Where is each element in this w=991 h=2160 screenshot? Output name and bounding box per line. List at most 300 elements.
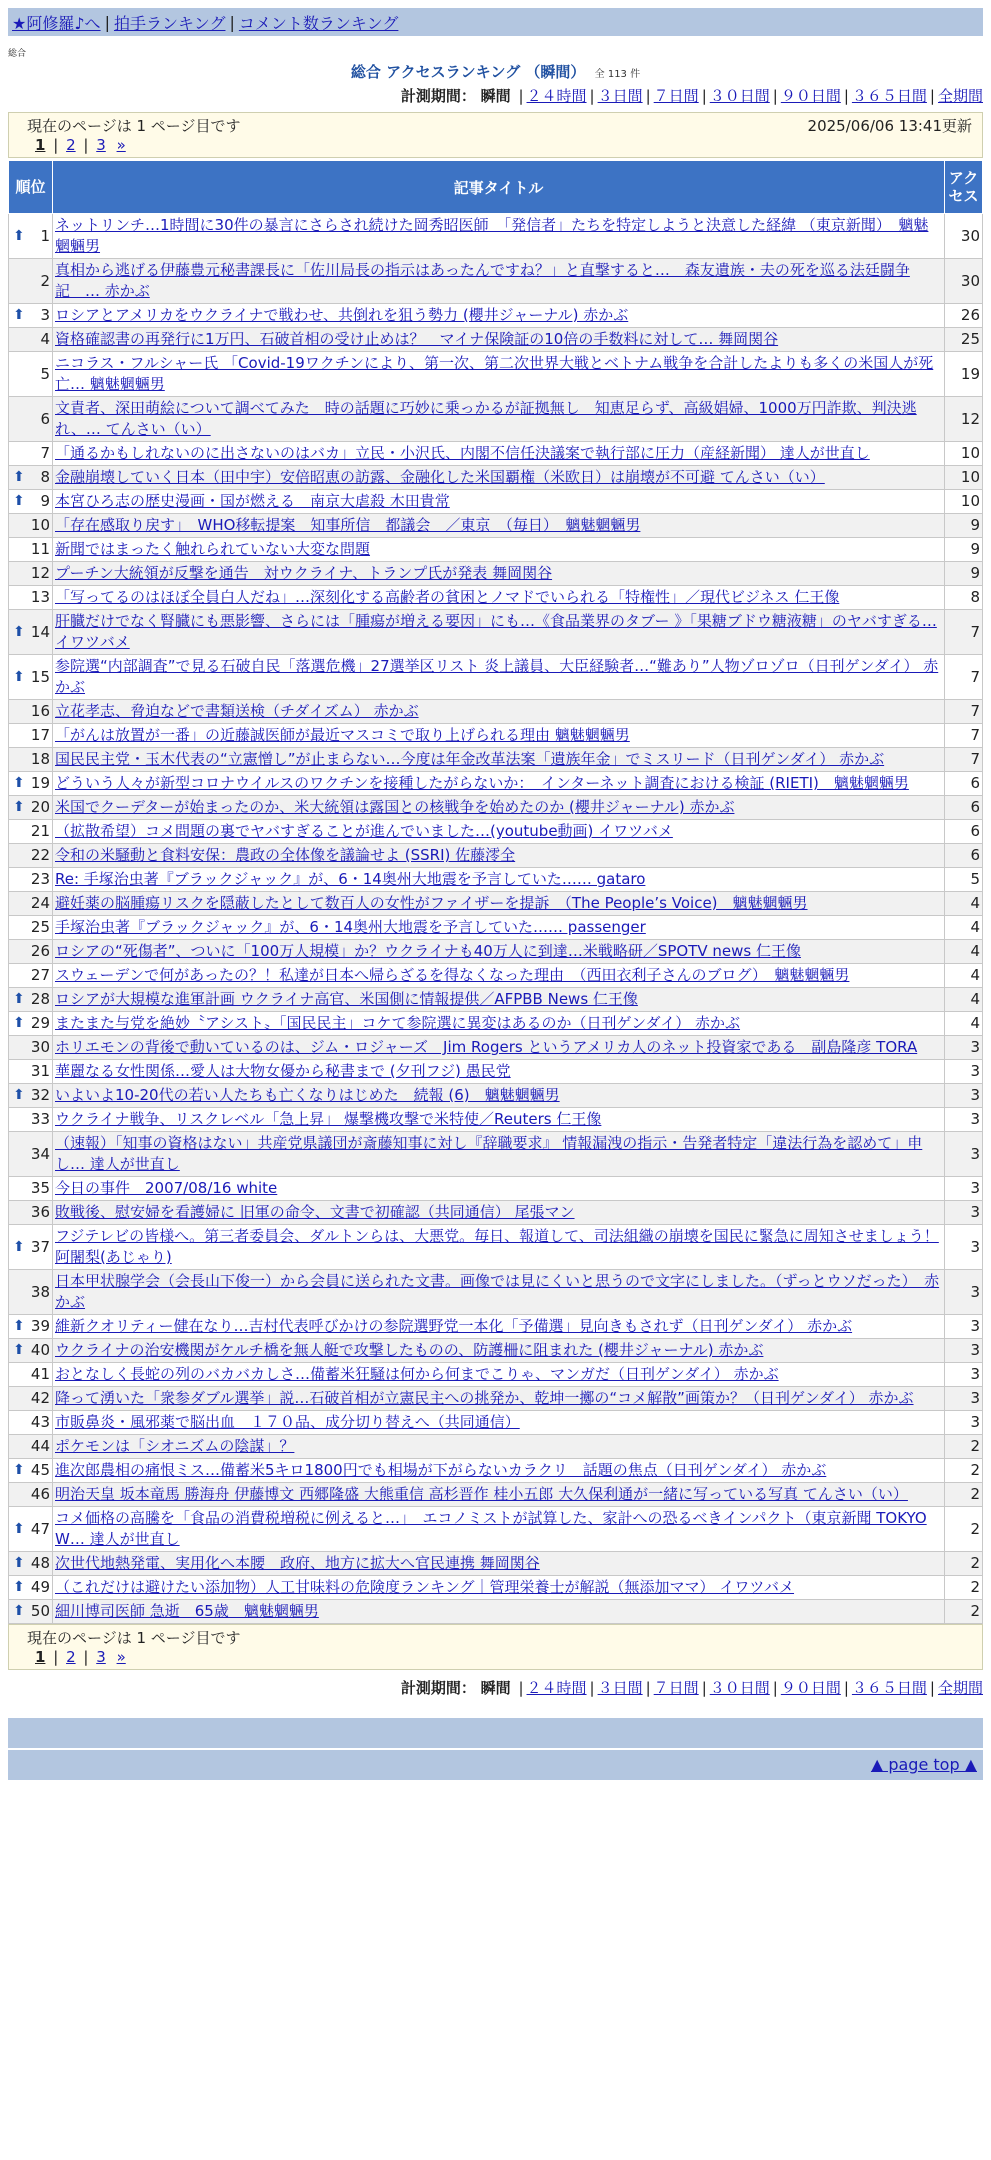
title-cell	[53, 1363, 945, 1387]
rank-cell	[9, 1411, 53, 1435]
rank-up-arrow-icon: ⬆	[13, 1579, 25, 1595]
period-link[interactable]: ２４時間	[526, 1679, 587, 1697]
rank-up-arrow-icon: ⬆	[13, 307, 25, 323]
article-link[interactable]: 進次郎農相の痛恨ミス…備蓄米5キロ1800円でも相場が下がらないカラクリ 話題の焦点（日刊ゲンダイ） 赤かぶ	[55, 1461, 827, 1479]
article-link[interactable]: 参院選“内部調査”で見る石破自民「落選危機」27選挙区リスト 炎上議員、大臣経験者…“難あり”人物ゾロゾロ（日刊ゲンダイ） 赤かぶ	[55, 657, 939, 696]
article-link[interactable]: またまた与党を絶妙〝アシスト〟「国民民主」コケて参院選に異変はあるのか（日刊ゲンダイ） 赤かぶ	[55, 1014, 741, 1032]
title-cell	[53, 1600, 945, 1624]
table-row	[9, 586, 983, 610]
period-separator: |	[589, 1679, 595, 1697]
rank-cell	[9, 1600, 53, 1624]
title-cell	[53, 724, 945, 748]
title-cell	[53, 940, 945, 964]
rank-number: 32	[30, 1086, 50, 1104]
ranking-title-text: 総合 アクセスランキング （瞬間）	[350, 63, 586, 81]
title-cell	[53, 988, 945, 1012]
page-current: 1	[35, 136, 46, 154]
rank-cell	[9, 442, 53, 466]
title-cell	[53, 442, 945, 466]
category-tag: 総合	[8, 49, 27, 59]
table-row	[9, 772, 983, 796]
rank-cell	[9, 514, 53, 538]
access-count: 10	[945, 442, 983, 466]
table-row	[9, 655, 983, 700]
title-cell	[53, 1315, 945, 1339]
period-link[interactable]: ３６５日間	[851, 87, 927, 105]
access-count: 4	[945, 940, 983, 964]
article-link[interactable]: スウェーデンで何があったの？！私達が日本へ帰らざるを得なくなった理由 （西田衣利子さんのブログ） 魑魅魍魎男	[55, 966, 850, 984]
period-link[interactable]: ３６５日間	[851, 1679, 927, 1697]
rank-number: 2	[40, 271, 50, 290]
rank-cell	[9, 1084, 53, 1108]
rank-number: 25	[30, 918, 50, 936]
access-count: 2	[945, 1459, 983, 1483]
article-link[interactable]: ロシアとアメリカをウクライナで戦わせ、共倒れを狙う勢力 (櫻井ジャーナル) 赤かぶ	[55, 306, 629, 324]
rank-cell	[9, 1483, 53, 1507]
rank-up-arrow-icon: ⬆	[13, 1603, 25, 1619]
title-cell	[53, 892, 945, 916]
access-count: 3	[945, 1036, 983, 1060]
title-cell	[53, 514, 945, 538]
title-cell	[53, 1132, 945, 1177]
rank-number: 15	[30, 667, 50, 686]
title-cell	[53, 1507, 945, 1552]
access-count: 3	[945, 1411, 983, 1435]
access-count: 2	[945, 1576, 983, 1600]
table-row	[9, 1060, 983, 1084]
access-count: 6	[945, 844, 983, 868]
article-link[interactable]: ネットリンチ…1時間に30件の暴言にさらされ続けた岡秀昭医師 「発信者」たちを特定しようと決意した経緯 （東京新聞） 魑魅魍魎男	[55, 216, 929, 255]
comment-ranking-link[interactable]: コメント数ランキング	[238, 13, 399, 33]
access-count: 4	[945, 916, 983, 940]
article-link[interactable]: ホリエモンの背後で動いているのは、ジム・ロジャーズ Jim Rogers というアメリカ人のネット投資家である 副島隆彦 TORA	[55, 1038, 918, 1056]
rank-number: 49	[30, 1578, 50, 1596]
rank-number: 47	[30, 1519, 50, 1538]
table-row	[9, 1411, 983, 1435]
period-link[interactable]: ９０日間	[780, 1679, 841, 1697]
rank-cell	[9, 868, 53, 892]
rank-number: 43	[30, 1413, 50, 1431]
rank-cell	[9, 1270, 53, 1315]
period-separator: |	[645, 1679, 651, 1697]
title-cell	[53, 1435, 945, 1459]
article-link[interactable]: （これだけは避けたい添加物）人工甘味料の危険度ランキング｜管理栄養士が解説（無添加ママ） イワツバメ	[55, 1578, 795, 1596]
ranking-title	[0, 60, 991, 84]
article-link[interactable]: 明治天皇 坂本竜馬 勝海舟 伊藤博文 西郷隆盛 大熊重信 高杉晋作 桂小五郎 大久保利通が一緒に写っている写真 てんさい（い）	[55, 1485, 908, 1503]
rank-cell	[9, 214, 53, 259]
table-row	[9, 352, 983, 397]
period-separator: |	[772, 87, 778, 105]
rank-number: 19	[30, 774, 50, 792]
rank-cell	[9, 748, 53, 772]
rank-number: 34	[30, 1144, 50, 1163]
period-link[interactable]: ７日間	[653, 87, 699, 105]
article-link[interactable]: ウクライナの治安機関がケルチ橋を無人艇で攻撃したものの、防護柵に阻まれた (櫻井ジャーナル) 赤かぶ	[55, 1341, 764, 1359]
table-row	[9, 259, 983, 304]
title-cell	[53, 562, 945, 586]
article-link[interactable]: 市販鼻炎・風邪薬で脳出血 １７０品、成分切り替えへ（共同通信）	[55, 1413, 520, 1431]
table-row	[9, 1270, 983, 1315]
rank-number: 13	[30, 588, 50, 606]
access-count: 9	[945, 538, 983, 562]
article-link[interactable]: コメ価格の高騰を「食品の消費税増税に例えると…」 エコノミストが試算した、家計への恐るべきインパクト（東京新聞 TOKYO W… 達人が世直し	[55, 1509, 927, 1548]
page-link-3[interactable]: 3	[96, 1648, 106, 1666]
rank-cell	[9, 1108, 53, 1132]
header-rank: 順位	[9, 161, 53, 214]
rank-cell	[9, 328, 53, 352]
rank-cell	[9, 538, 53, 562]
access-count: 3	[945, 1339, 983, 1363]
table-row	[9, 1435, 983, 1459]
table-row	[9, 1201, 983, 1225]
nav-separator: |	[104, 12, 110, 32]
rank-number: 46	[30, 1485, 50, 1503]
access-count: 9	[945, 514, 983, 538]
title-cell	[53, 868, 945, 892]
article-link[interactable]: 肝臓だけでなく腎臓にも悪影響、さらには「腫瘍が増える要因」にも…《食品業界のタブー 》「果糖ブドウ糖液糖」のヤバすぎる… イワツバメ	[55, 612, 937, 651]
rank-cell	[9, 1576, 53, 1600]
pager-bottom	[8, 1624, 983, 1670]
rank-cell	[9, 892, 53, 916]
rank-number: 14	[30, 622, 50, 641]
rank-cell	[9, 964, 53, 988]
article-link[interactable]: 本宮ひろ志の歴史漫画・国が燃える 南京大虐殺 木田貴常	[55, 492, 450, 510]
article-link[interactable]: ポケモンは「シオニズムの陰謀」？	[55, 1437, 295, 1455]
page-links-bottom: 1 | 2 | 3 »	[35, 1648, 126, 1666]
access-count: 2	[945, 1435, 983, 1459]
period-link[interactable]: 全期間	[937, 1679, 983, 1697]
period-link[interactable]: ９０日間	[780, 87, 841, 105]
table-row	[9, 397, 983, 442]
access-count: 3	[945, 1363, 983, 1387]
access-count: 25	[945, 328, 983, 352]
article-link[interactable]: 真相から逃げる伊藤豊元秘書課長に「佐川局長の指示はあったんですね？」と直撃すると… 森友遺族・夫の死を巡る法廷闘争記 … 赤かぶ	[55, 261, 910, 300]
table-row	[9, 562, 983, 586]
table-row	[9, 892, 983, 916]
page-next-link[interactable]: »	[116, 136, 126, 154]
rank-number: 50	[30, 1602, 50, 1620]
period-separator: |	[929, 87, 935, 105]
rank-number: 35	[30, 1179, 50, 1197]
top-nav-bar	[8, 8, 983, 36]
rank-up-arrow-icon: ⬆	[13, 493, 25, 509]
period-separator: |	[929, 1679, 935, 1697]
period-selector-top	[8, 84, 983, 108]
home-link[interactable]: ★阿修羅♪へ	[12, 13, 101, 33]
title-cell	[53, 1552, 945, 1576]
header-access: アクセス	[945, 161, 983, 214]
article-link[interactable]: 敗戦後、慰安婦を看護婦に 旧軍の命令、文書で初確認（共同通信） 尾張マン	[55, 1203, 575, 1221]
article-link[interactable]: 降って湧いた「衆参ダブル選挙」説…石破首相が立憲民主への挑発か、乾坤一擲の“コメ解散”画策か？（日刊ゲンダイ） 赤かぶ	[55, 1389, 914, 1407]
period-separator: |	[589, 87, 595, 105]
access-count: 4	[945, 964, 983, 988]
period-separator: |	[645, 87, 651, 105]
rank-up-arrow-icon: ⬆	[13, 1318, 25, 1334]
rank-cell	[9, 1036, 53, 1060]
article-link[interactable]: ウクライナ戦争、リスクレベル「急上昇」 爆撃機攻撃で米特使／Reuters 仁王像	[55, 1110, 602, 1128]
title-cell	[53, 214, 945, 259]
article-link[interactable]: 「存在感取り戻す」 WHO移転提案 知事所信 都議会 ／東京 （毎日） 魑魅魍魎男	[55, 516, 641, 534]
table-row	[9, 1387, 983, 1411]
access-count: 30	[945, 214, 983, 259]
applause-ranking-link[interactable]: 拍手ランキング	[113, 13, 226, 33]
table-row	[9, 1108, 983, 1132]
rank-cell	[9, 988, 53, 1012]
title-cell	[53, 538, 945, 562]
ranking-table	[8, 160, 983, 1624]
rank-up-arrow-icon: ⬆	[13, 469, 25, 485]
rank-number: 4	[40, 330, 50, 348]
page-link-3[interactable]: 3	[96, 136, 106, 154]
rank-number: 6	[40, 409, 50, 428]
rank-cell	[9, 820, 53, 844]
rank-cell	[9, 916, 53, 940]
period-separator: |	[843, 1679, 849, 1697]
article-link[interactable]: 「写ってるのはほぼ全員白人だね」…深刻化する高齢者の貧困とノマドでいられる「特権性」／現代ビジネス 仁王像	[55, 588, 840, 606]
rank-cell	[9, 466, 53, 490]
article-link[interactable]: 避妊薬の脳腫瘍リスクを隠蔽したとして数百人の女性がファイザーを提訴 （The People’s Voice) 魑魅魍魎男	[55, 894, 808, 912]
article-link[interactable]: 「通るかもしれないのに出さないのはバカ」立民・小沢氏、内閣不信任決議案で執行部に圧力（産経新聞） 達人が世直し	[55, 444, 870, 462]
article-link[interactable]: どういう人々が新型コロナウイルスのワクチンを接種したがらないか： インターネット調査における検証 (RIETI) 魑魅魍魎男	[55, 774, 909, 792]
title-cell	[53, 1012, 945, 1036]
access-count: 3	[945, 1270, 983, 1315]
table-row	[9, 1483, 983, 1507]
title-cell	[53, 1108, 945, 1132]
article-link[interactable]: 華麗なる女性関係…愛人は大物女優から秘書まで (夕刊フジ) 愚民党	[55, 1062, 511, 1080]
rank-number: 10	[30, 516, 50, 534]
period-separator: |	[701, 1679, 707, 1697]
page-link-2[interactable]: 2	[66, 136, 76, 154]
article-link[interactable]: 国民民主党・玉木代表の“立憲憎し”が止まらない…今度は年金改革法案「遺族年金」でミスリード（日刊ゲンダイ） 赤かぶ	[55, 750, 885, 768]
period-link[interactable]: ３０日間	[709, 1679, 770, 1697]
table-row	[9, 1177, 983, 1201]
article-link[interactable]: おとなしく長蛇の列のバカバカしさ…備蓄米狂騒は何から何までこりゃ、マンガだ（日刊ゲンダイ） 赤かぶ	[55, 1365, 779, 1383]
period-separator: |	[518, 1679, 524, 1697]
rank-cell	[9, 1387, 53, 1411]
rank-number: 44	[30, 1437, 50, 1455]
access-count: 10	[945, 490, 983, 514]
rank-up-arrow-icon: ⬆	[13, 1238, 25, 1255]
page-top-bar	[8, 1750, 983, 1780]
rank-number: 9	[40, 492, 50, 510]
rank-cell	[9, 610, 53, 655]
page-next-link[interactable]: »	[116, 1648, 126, 1666]
rank-number: 38	[30, 1282, 50, 1301]
table-row	[9, 442, 983, 466]
article-link[interactable]: プーチン大統領が反撃を通告 対ウクライナ、トランプ氏が発表 舞岡関谷	[55, 564, 553, 582]
title-cell	[53, 1576, 945, 1600]
title-cell	[53, 1177, 945, 1201]
rank-number: 39	[30, 1317, 50, 1335]
page-current: 1	[35, 1648, 46, 1666]
article-link[interactable]: ロシアが大規模な進軍計画 ウクライナ高官、米国側に情報提供／AFPBB News 仁王像	[55, 990, 638, 1008]
title-cell	[53, 259, 945, 304]
rank-number: 28	[30, 990, 50, 1008]
access-count: 7	[945, 700, 983, 724]
rank-up-arrow-icon: ⬆	[13, 775, 25, 791]
rank-up-arrow-icon: ⬆	[13, 1555, 25, 1571]
rank-number: 17	[30, 726, 50, 744]
page-top-link[interactable]: ▲ page top ▲	[870, 1755, 977, 1774]
title-cell	[53, 304, 945, 328]
access-count: 6	[945, 772, 983, 796]
rank-number: 42	[30, 1389, 50, 1407]
period-separator: |	[518, 87, 524, 105]
rank-cell	[9, 1459, 53, 1483]
title-cell	[53, 1411, 945, 1435]
article-link[interactable]: 米国でクーデターが始まったのか、米大統領は露国との核戦争を始めたのか (櫻井ジャーナル) 赤かぶ	[55, 798, 735, 816]
period-current: 瞬間	[480, 87, 511, 105]
article-link[interactable]: 金融崩壊していく日本（田中宇）安倍昭恵の訪露、金融化した米国覇権（米欧日）は崩壊が不可避 てんさい（い）	[55, 468, 825, 486]
title-cell	[53, 655, 945, 700]
rank-cell	[9, 259, 53, 304]
title-cell	[53, 1483, 945, 1507]
access-count: 7	[945, 655, 983, 700]
rank-up-arrow-icon: ⬆	[13, 1087, 25, 1103]
table-row	[9, 1507, 983, 1552]
period-label: 計測期間：	[400, 87, 476, 105]
article-link[interactable]: 立花孝志、脅迫などで書類送検（チダイズム） 赤かぶ	[55, 702, 419, 720]
title-cell	[53, 820, 945, 844]
title-cell	[53, 610, 945, 655]
table-row	[9, 1363, 983, 1387]
table-row	[9, 1315, 983, 1339]
period-link[interactable]: 全期間	[937, 87, 983, 105]
page-link-2[interactable]: 2	[66, 1648, 76, 1666]
table-row	[9, 964, 983, 988]
rank-cell	[9, 397, 53, 442]
rank-up-arrow-icon: ⬆	[13, 1462, 25, 1478]
table-row	[9, 514, 983, 538]
rank-cell	[9, 1060, 53, 1084]
rank-number: 26	[30, 942, 50, 960]
header-title: 記事タイトル	[53, 161, 945, 214]
title-cell	[53, 1225, 945, 1270]
rank-number: 30	[30, 1038, 50, 1056]
access-count: 30	[945, 259, 983, 304]
rank-number: 12	[30, 564, 50, 582]
table-row	[9, 214, 983, 259]
table-row	[9, 466, 983, 490]
access-count: 3	[945, 1108, 983, 1132]
rank-number: 21	[30, 822, 50, 840]
rank-up-arrow-icon: ⬆	[13, 668, 25, 685]
period-link[interactable]: ７日間	[653, 1679, 699, 1697]
article-link[interactable]: 日本甲状腺学会（会長山下俊一）から会員に送られた文書。画像では見にくいと思うので文字にしました。（ずっとウソだった） 赤かぶ	[55, 1272, 940, 1311]
article-link[interactable]: 維新クオリティー健在なり…吉村代表呼びかけの参院選野党一本化「予備選」見向きもされず（日刊ゲンダイ） 赤かぶ	[55, 1317, 853, 1335]
access-count: 3	[945, 1177, 983, 1201]
table-row	[9, 724, 983, 748]
table-row	[9, 1339, 983, 1363]
table-row	[9, 1600, 983, 1624]
table-row	[9, 940, 983, 964]
rank-number: 27	[30, 966, 50, 984]
rank-cell	[9, 1339, 53, 1363]
table-row	[9, 1132, 983, 1177]
rank-up-arrow-icon: ⬆	[13, 991, 25, 1007]
title-cell	[53, 700, 945, 724]
title-cell	[53, 1270, 945, 1315]
rank-number: 20	[30, 798, 50, 816]
access-count: 7	[945, 724, 983, 748]
rank-number: 18	[30, 750, 50, 768]
article-link[interactable]: ニコラス・フルシャー氏 「Covid-19ワクチンにより、第一次、第二次世界大戦とベトナム戦争を合計したよりも多くの米国人が死亡… 魑魅魍魎男	[55, 354, 934, 393]
rank-number: 23	[30, 870, 50, 888]
period-separator: |	[843, 87, 849, 105]
article-link[interactable]: 細川博司医師 急逝 65歳 魑魅魍魎男	[55, 1602, 319, 1620]
table-row	[9, 490, 983, 514]
access-count: 2	[945, 1507, 983, 1552]
article-link[interactable]: 「がんは放置が一番」の近藤誠医師が最近マスコミで取り上げられる理由 魑魅魍魎男	[55, 726, 630, 744]
access-count: 3	[945, 1060, 983, 1084]
rank-cell	[9, 1201, 53, 1225]
title-cell	[53, 466, 945, 490]
pager-top	[8, 112, 983, 158]
article-link[interactable]: 令和の米騒動と食料安保：農政の全体像を議論せよ (SSRI) 佐藤澪全	[55, 846, 516, 864]
article-link[interactable]: 新聞ではまったく触れられていない大変な問題	[55, 540, 371, 558]
article-link[interactable]: 次世代地熱発電、実用化へ本腰 政府、地方に拡大へ官民連携 舞岡関谷	[55, 1554, 540, 1572]
table-row	[9, 304, 983, 328]
ranking-count: 全 113 件	[594, 69, 641, 80]
article-link[interactable]: 手塚治虫著『ブラックジャック』が、6・14奥州大地震を予言していた…… passenger	[55, 918, 646, 936]
period-selector-bottom	[8, 1676, 983, 1700]
article-link[interactable]: 資格確認書の再発行に1万円、石破首相の受け止めは？ マイナ保険証の10倍の手数料に対して… 舞岡関谷	[55, 330, 779, 348]
rank-cell	[9, 1012, 53, 1036]
period-link[interactable]: ３日間	[597, 87, 643, 105]
article-link[interactable]: （拡散希望）コメ問題の裏でヤバすぎることが進んでいました…(youtube動画) イワツバメ	[55, 822, 673, 840]
rank-cell	[9, 844, 53, 868]
title-cell	[53, 796, 945, 820]
table-row	[9, 538, 983, 562]
access-count: 19	[945, 352, 983, 397]
rank-cell	[9, 700, 53, 724]
rank-number: 31	[30, 1062, 50, 1080]
article-link[interactable]: ロシアの“死傷者”、ついに「100万人規模」か？ウクライナも40万人に到達…米戦略研／SPOTV news 仁王像	[55, 942, 801, 960]
rank-cell	[9, 1132, 53, 1177]
table-row	[9, 610, 983, 655]
table-row	[9, 916, 983, 940]
period-link[interactable]: ３０日間	[709, 87, 770, 105]
access-count: 6	[945, 820, 983, 844]
table-row	[9, 1576, 983, 1600]
title-cell	[53, 772, 945, 796]
article-link[interactable]: 今日の事件 2007/08/16 white	[55, 1179, 278, 1197]
rank-cell	[9, 724, 53, 748]
article-link[interactable]: Re: 手塚治虫著『ブラックジャック』が、6・14奥州大地震を予言していた…… gataro	[55, 870, 646, 888]
title-cell	[53, 1459, 945, 1483]
rank-number: 41	[30, 1365, 50, 1383]
article-link[interactable]: フジテレビの皆様へ。第三者委員会、ダルトンらは、大悪党。毎日、報道して、司法組織の崩壊を国民に緊急に周知させましょう！ 阿闍梨(あじゃり)	[55, 1227, 939, 1266]
rank-cell	[9, 1225, 53, 1270]
title-cell	[53, 844, 945, 868]
footer-bar	[8, 1718, 983, 1748]
rank-up-arrow-icon: ⬆	[13, 1520, 25, 1537]
rank-number: 3	[40, 306, 50, 324]
article-link[interactable]: （速報）「知事の資格はない」共産党県議団が斎藤知事に対し『辞職要求』 情報漏洩の指示・告発者特定「違法行為を認めて」申し… 達人が世直し	[55, 1134, 923, 1173]
title-cell	[53, 964, 945, 988]
period-link[interactable]: ３日間	[597, 1679, 643, 1697]
article-link[interactable]: 文責者、深田萌絵について調べてみた 時の話題に巧妙に乗っかるが証拠無し 知恵足らず、高級娼婦、1000万円詐欺、判決逃れ、… てんさい（い）	[55, 399, 917, 438]
period-link[interactable]: ２４時間	[526, 87, 587, 105]
article-link[interactable]: いよいよ10-20代の若い人たちも亡くなりはじめた 続報 (6) 魑魅魍魎男	[55, 1086, 560, 1104]
access-count: 5	[945, 868, 983, 892]
title-cell	[53, 490, 945, 514]
access-count: 9	[945, 562, 983, 586]
rank-cell	[9, 772, 53, 796]
period-current: 瞬間	[480, 1679, 511, 1697]
rank-cell	[9, 1315, 53, 1339]
access-count: 3	[945, 1315, 983, 1339]
